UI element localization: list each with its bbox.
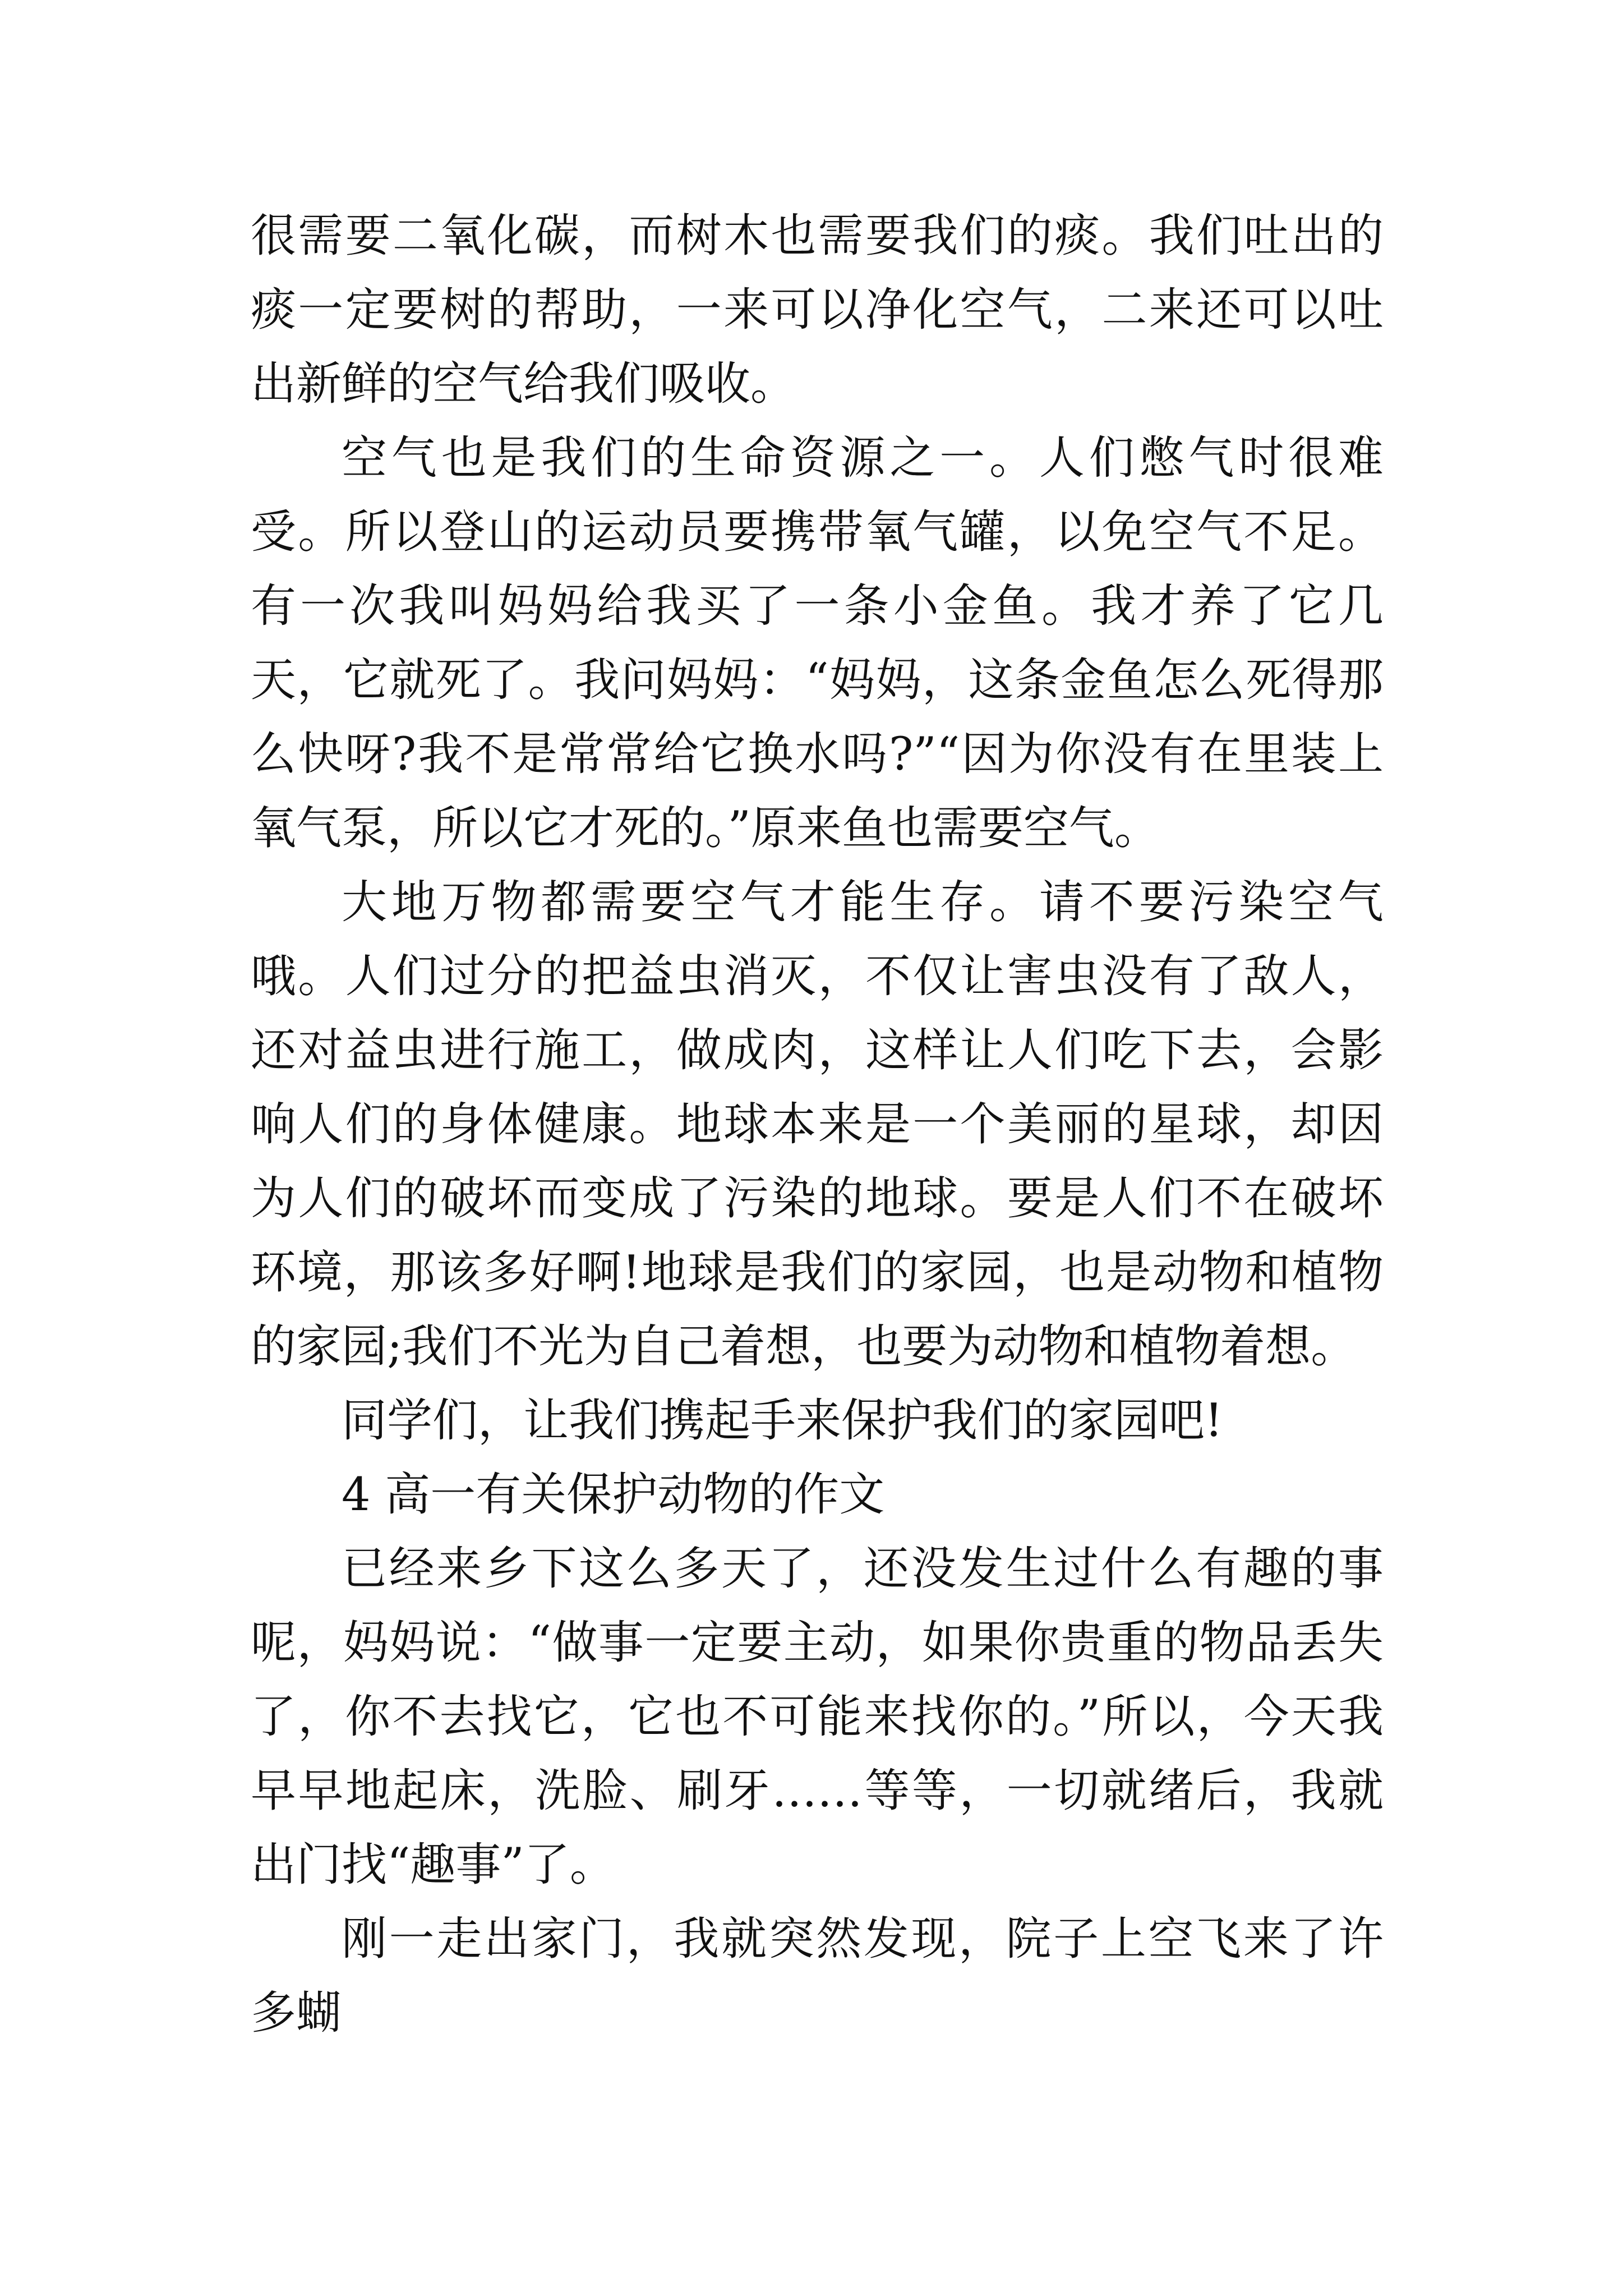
- paragraph-4: 同学们，让我们携起手来保护我们的家园吧!: [342, 1395, 1223, 1447]
- paragraph-5: 已经来乡下这么多天了，还没发生过什么有趣的事呢，妈妈说：“做事一定要主动，如果你贵重的物品丢失了，你不去找它，它也不可能来找你的。”所以，今天我早早地起床，洗脸、刷牙……等等，一切就绪后，我就出门找“趣事”了。: [251, 1543, 1384, 1892]
- paragraph-2: 空气也是我们的生命资源之一。人们憋气时很难受。所以登山的运动员要携带氧气罐，以免空气不足。有一次我叫妈妈给我买了一条小金鱼。我才养了它几天，它就死了。我问妈妈：“妈妈，这条金鱼怎么死得那么快呀?我不是常常给它换水吗?”“因为你没有在里装上氧气泵，所以它才死的。”原来鱼也需要空气。: [251, 432, 1384, 855]
- document-body: [251, 199, 1384, 2050]
- paragraph-1: 很需要二氧化碳，而树木也需要我们的痰。我们吐出的痰一定要树的帮助，一来可以净化空气，二来还可以吐出新鲜的空气给我们吸收。: [251, 210, 1384, 411]
- section-heading: 4 高一有关保护动物的作文: [342, 1469, 885, 1521]
- paragraph-6: 刚一走出家门，我就突然发现，院子上空飞来了许多蝴: [251, 1913, 1384, 2040]
- paragraph-3: 大地万物都需要空气才能生存。请不要污染空气哦。人们过分的把益虫消灭，不仅让害虫没有了敌人，还对益虫进行施工，做成肉，这样让人们吃下去，会影响人们的身体健康。地球本来是一个美丽的星球，却因为人们的破坏而变成了污染的地球。要是人们不在破坏环境，那该多好啊!地球是我们的家园，也是动物和植物的家园;我们不光为自己着想，也要为动物和植物着想。: [251, 876, 1384, 1373]
